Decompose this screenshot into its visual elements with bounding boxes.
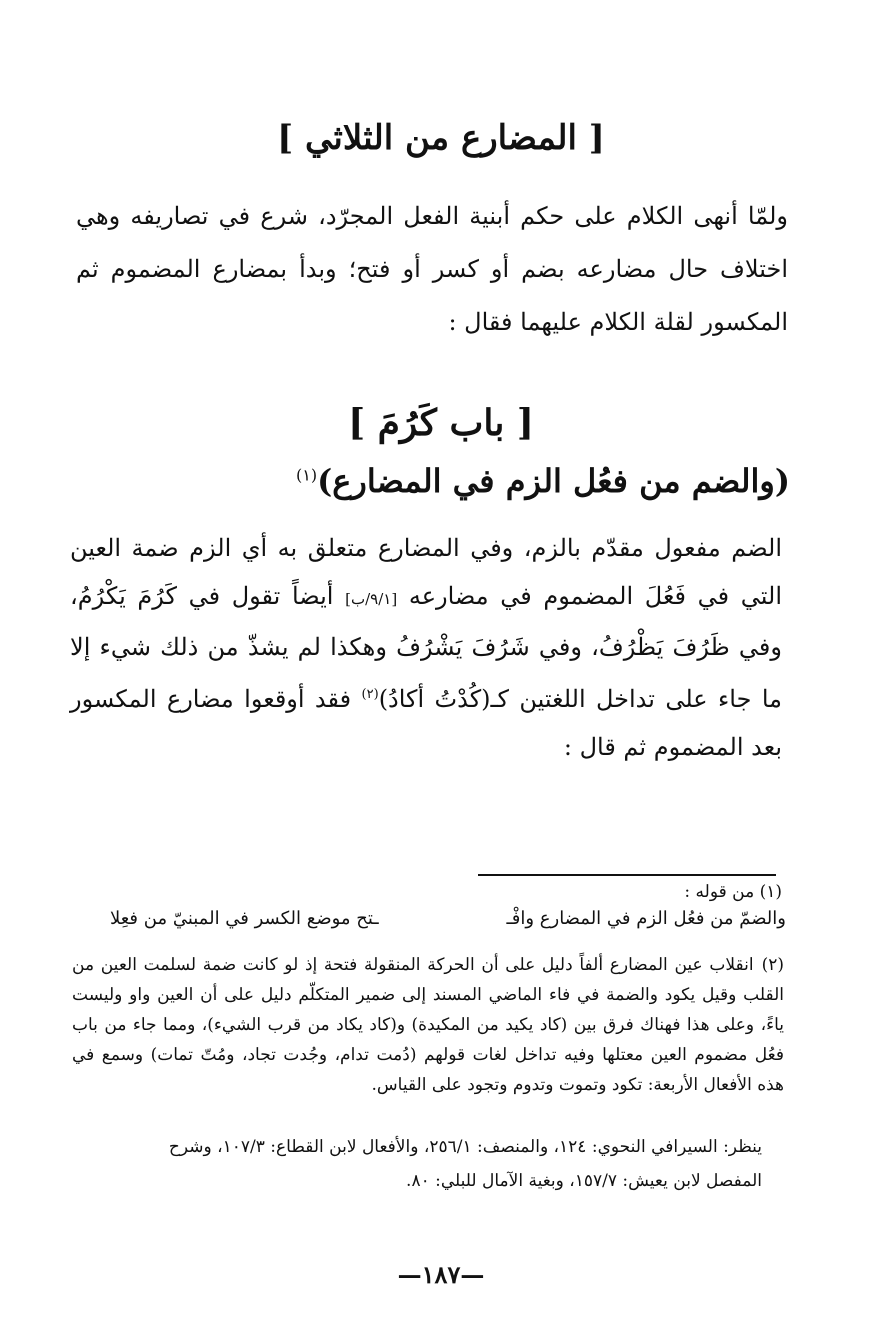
page-number: —١٨٧—	[397, 1260, 485, 1289]
footnote-1-verse	[100, 908, 786, 942]
chapter-title: [ باب كَرُمَ ]	[348, 402, 534, 444]
commentary-part-1: الضم مفعول مقدّم بالزم، وفي المضارع متعلق به أي الزم ضمة العين التي في فَعُلَ المضموم في مضارعه	[70, 534, 782, 610]
footnote-references	[72, 1130, 762, 1198]
manuscript-folio: [٩/١/ب]	[345, 590, 398, 608]
commentary-part-3: فقد أوقعوا مضارع المكسور بعد المضموم ثم قال :	[70, 685, 782, 761]
commentary-part-2: أيضاً تقول في كَرُمَ يَكْرُمُ، وفي ظَرُفَ يَظْرُفُ، وفي شَرُفَ يَشْرُفُ وهكذا لم يشذّ من ذلك شيء إلا ما جاء على تداخل اللغتين كـ(كُدْتُ أكادُ)	[70, 582, 782, 713]
references-line-1: ينظر: السيرافي النحوي: ١٢٤، والمنصف: ٢٥٦/١، والأفعال لابن القطاع: ١٠٧/٣، وشرح	[168, 1137, 762, 1157]
verse-second-hemistich: ـتح موضع الكسر في المبنيّ من فعِلا	[110, 908, 379, 929]
footnote-separator	[478, 874, 776, 876]
footnote-ref-1: (١)	[296, 465, 318, 485]
footnote-ref-2: (٢)	[361, 687, 379, 702]
footnote-2-number: (٢)	[761, 955, 784, 975]
verse-heading-text: (والضم من فعُل الزم في المضارع)	[317, 462, 790, 500]
intro-paragraph: ولمّا أنهى الكلام على حكم أبنية الفعل المجرّد، شرع في تصاريفه وهي اختلاف حال مضارعه بضم أو كسر أو فتح؛ وبدأ بمضارع المضموم ثم المكسور لقلة الكلام عليهما فقال :	[76, 202, 788, 336]
commentary-paragraph	[70, 524, 782, 771]
footnote-1-lead: (١) من قوله :	[684, 882, 782, 902]
footnote-2-text: انقلاب عين المضارع ألفاً دليل على أن الحركة المنقولة فتحة إذ لو كانت ضمة لسلمت العين من القلب وقيل يكود والضمة في فاء الماضي المسند إلى ضمير المتكلّم دليل على أن العين واو وليست ياءً، وعلى هذا فهناك فرق بين (كاد يكيد من المكيدة) و(كاد يكاد من قرب الشيء)، ومما جاء من باب فعُل مضموم العين معتلها وفيه تداخل لغات قولهم (دُمت تدام، وجُدت تجاد، ومُتّ تمات) وسمع في هذه الأفعال الأربعة: تكود وتموت وتدوم وتجود على القياس.	[72, 955, 784, 1095]
verse-first-hemistich: والضمّ من فعُل الزم في المضارع وافْـ	[506, 908, 786, 929]
footnote-2	[72, 950, 784, 1100]
verse-heading	[90, 462, 790, 500]
section-title: [ المضارع من الثلاثي ]	[277, 118, 605, 158]
references-line-2: المفصل لابن يعيش: ١٥٧/٧، وبغية الآمال للبلي: ٨٠.	[406, 1171, 762, 1191]
